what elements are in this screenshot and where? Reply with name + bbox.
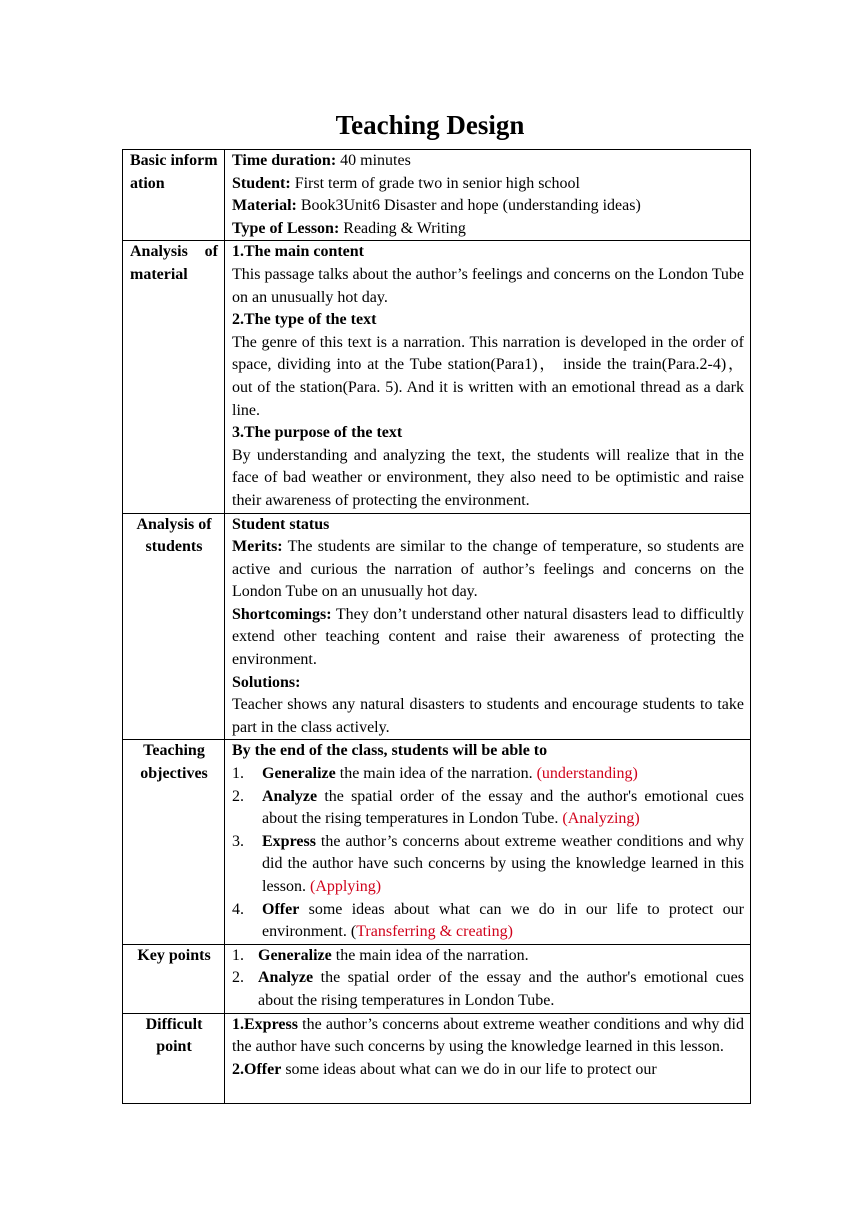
student-label: Student:: [232, 174, 291, 192]
lesson-type-label: Type of Lesson:: [232, 219, 340, 237]
row-basic-information: [123, 150, 751, 241]
student-info: [232, 173, 744, 196]
student-status-heading: Student status: [232, 515, 330, 533]
list-item: [232, 899, 744, 944]
item-level: Transferring & creating): [356, 923, 513, 941]
item-number: 4.: [232, 900, 244, 918]
item-text: the spatial order of the essay and the author's emotional cues about the rising temperatures in London Tube.: [262, 787, 744, 828]
difficult-point-1: [232, 1014, 744, 1059]
difficult-verb-1: 1.Express: [232, 1015, 298, 1033]
analysis-of-students-content: [225, 513, 751, 740]
material-value: Book3Unit6 Disaster and hope (understanding ideas): [296, 197, 641, 215]
label-key-points: Key points: [123, 944, 225, 1013]
merits-label: Merits:: [232, 538, 283, 556]
main-content-heading: 1.The main content: [232, 243, 364, 261]
label-teaching-objectives: Teaching objectives: [123, 740, 225, 944]
item-number: 1.: [232, 946, 244, 964]
list-item: [232, 967, 744, 1012]
text-purpose-heading: 3.The purpose of the text: [232, 424, 403, 442]
item-number: 3.: [232, 832, 244, 850]
list-item: [232, 945, 744, 968]
objectives-intro: By the end of the class, students will be able to: [232, 742, 548, 760]
lesson-type-value: Reading & Writing: [339, 219, 466, 237]
item-number: 2.: [232, 969, 244, 987]
label-basic-information: Basic information: [123, 150, 225, 241]
shortcomings-label: Shortcomings:: [232, 605, 332, 623]
item-text: the author’s concerns about extreme weather conditions and why did the author have such concerns by using the knowledge learned in this lesson.: [262, 832, 744, 895]
solutions-text: Teacher shows any natural disasters to students and encourage students to take part in the class actively.: [232, 696, 744, 736]
list-item: [232, 763, 744, 786]
item-text: some ideas about what can we do in our life to protect our environment.: [262, 900, 744, 941]
row-analysis-of-students: [123, 513, 751, 740]
time-duration: [232, 150, 744, 173]
solutions-heading: Solutions:: [232, 673, 301, 691]
difficult-point-text: [232, 1014, 744, 1103]
difficult-point-content: [225, 1013, 751, 1103]
time-duration-value: 40 minutes: [336, 152, 411, 169]
basic-information-content: [225, 150, 751, 241]
row-analysis-of-material: [123, 241, 751, 513]
lesson-type: [232, 218, 744, 241]
student-value: First term of grade two in senior high school: [290, 174, 580, 192]
label-difficult-point: Difficult point: [123, 1013, 225, 1103]
teaching-design-table: [122, 149, 751, 1104]
list-item: [232, 786, 744, 831]
key-points-list: [232, 945, 744, 1013]
material-label: Material:: [232, 197, 297, 215]
item-text: the spatial order of the essay and the author's emotional cues about the rising temperatures in London Tube.: [258, 969, 744, 1009]
difficult-verb-2: 2.Offer: [232, 1060, 282, 1078]
material-info: [232, 195, 744, 218]
item-number: 1.: [232, 765, 244, 783]
item-verb: Express: [262, 832, 316, 850]
label-analysis-of-material: Analysis of material: [123, 241, 225, 513]
page-title: Teaching Design: [335, 110, 525, 140]
time-duration-label: Time duration:: [232, 152, 337, 169]
difficult-text-2: some ideas about what can we do in our life to protect our: [281, 1060, 657, 1078]
item-level: (understanding): [536, 765, 638, 783]
item-level: (Applying): [310, 878, 382, 895]
merits: [232, 536, 744, 604]
text-type-text: The genre of this text is a narration. This narration is developed in the order of space, dividing into at the Tube station(Para1)， inside the train(Para.2-4)， out of the station(Para. 5). And it is written with an emotional thread as a dark line.: [232, 333, 744, 419]
main-content-text: This passage talks about the author’s feelings and concerns on the London Tube on an unusually hot day.: [232, 265, 744, 306]
item-verb: Analyze: [262, 787, 318, 805]
row-teaching-objectives: [123, 740, 751, 944]
item-level: (Analyzing): [562, 810, 640, 828]
key-points-content: [225, 944, 751, 1013]
objectives-list: [232, 763, 744, 944]
merits-text: The students are similar to the change of temperature, so students are active and curious the narration of author’s feelings and concerns on the London Tube on an unusually hot day.: [232, 538, 744, 601]
row-key-points: [123, 944, 751, 1013]
row-difficult-point: [123, 1013, 751, 1103]
item-verb: Generalize: [262, 765, 336, 783]
shortcomings: [232, 604, 744, 672]
difficult-point-2: [232, 1059, 744, 1082]
analysis-of-material-content: [225, 241, 751, 513]
item-prefix: (: [350, 923, 357, 941]
item-verb: Generalize: [258, 946, 332, 964]
list-item: [232, 831, 744, 899]
difficult-text-1: the author’s concerns about extreme weather conditions and why did the author have such concerns by using the knowledge learned in this lesson.: [232, 1015, 744, 1056]
text-type-heading: 2.The type of the text: [232, 311, 377, 329]
text-purpose-text: By understanding and analyzing the text, the students will realize that in the face of bad weather or environment, they also need to be optimistic and raise their awareness of protecting the environment.: [232, 446, 744, 509]
shortcomings-text: They don’t understand other natural disasters lead to difficultly extend other teaching content and raise their awareness of protecting the environment.: [232, 605, 744, 669]
item-text: the main idea of the narration.: [331, 946, 529, 964]
item-verb: Analyze: [258, 969, 314, 987]
item-number: 2.: [232, 787, 244, 805]
label-analysis-of-students: Analysis of students: [123, 513, 225, 740]
teaching-objectives-content: [225, 740, 751, 944]
item-verb: Offer: [262, 900, 300, 918]
item-text: the main idea of the narration.: [335, 765, 537, 783]
